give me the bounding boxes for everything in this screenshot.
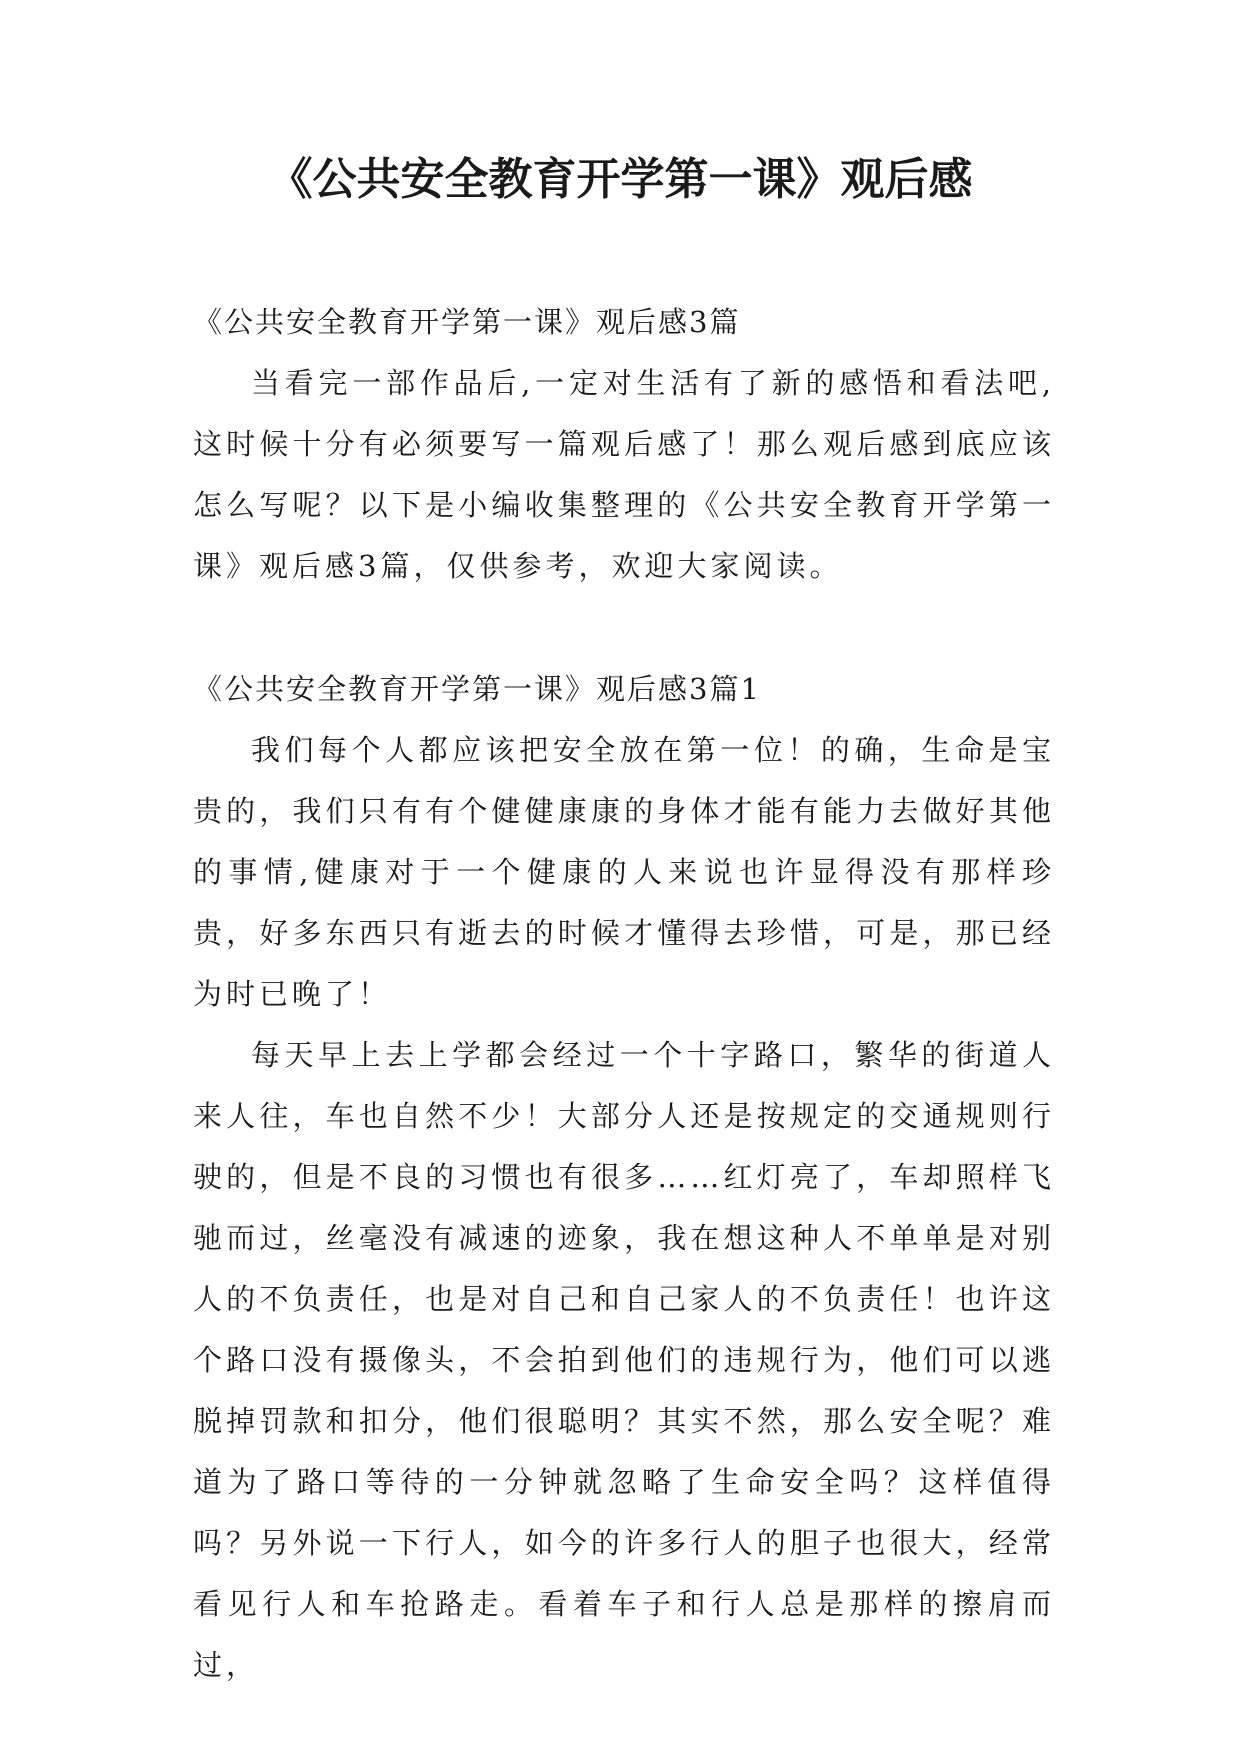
intro-paragraph: 当看完一部作品后,一定对生活有了新的感悟和看法吧,这时候十分有必须要写一篇观后感了！那么观后感到底应该怎么写呢？以下是小编收集整理的《公共安全教育开学第一课》观后感3篇，仅供参考，欢迎大家阅读。 (193, 366, 1055, 583)
section-1-paragraph-2: 每天早上去上学都会经过一个十字路口，繁华的街道人来人往，车也自然不少！大部分人还是按规定的交通规则行驶的，但是不良的习惯也有很多……红灯亮了，车却照样飞驰而过，丝毫没有减速的迹象，我在想这种人不单单是对别人的不负责任，也是对自己和自己家人的不负责任！也许这个路口没有摄像头，不会拍到他们的违规行为，他们可以逃脱掉罚款和扣分，他们很聪明？其实不然，那么安全呢？难道为了路口等待的一分钟就忽略了生命安全吗？这样值得吗？另外说一下行人，如今的许多行人的胆子也很大，经常看见行人和车抢路走。看着车子和行人总是那样的擦肩而过， (193, 1038, 1055, 1682)
document-title: 《公共安全教育开学第一课》观后感 (268, 154, 973, 205)
section-1-heading: 《公共安全教育开学第一课》观后感3篇1 (193, 672, 761, 706)
section-spacer (193, 597, 1055, 659)
intro-heading: 《公共安全教育开学第一课》观后感3篇 (193, 305, 741, 339)
document-body (193, 292, 1055, 1696)
section-1-paragraph-1: 我们每个人都应该把安全放在第一位！的确，生命是宝贵的，我们只有有个健健康康的身体才能有能力去做好其他的事情,健康对于一个健康的人来说也许显得没有那样珍贵，好多东西只有逝去的时候才懂得去珍惜，可是，那已经为时已晚了！ (193, 733, 1055, 1011)
